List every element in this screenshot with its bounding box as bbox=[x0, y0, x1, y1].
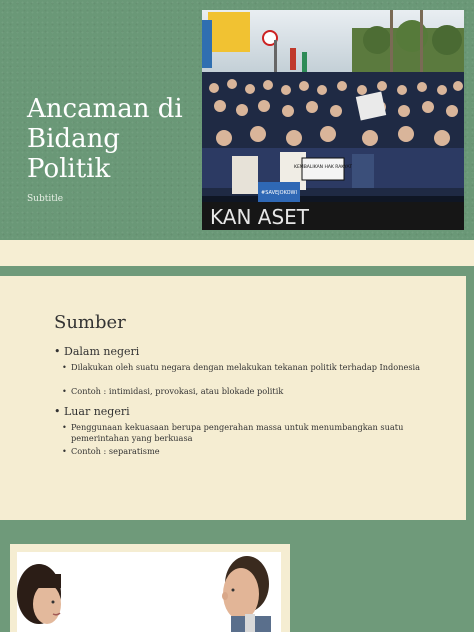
bullet-dalam-negeri bbox=[54, 345, 139, 358]
bullet-label: Dalam negeri bbox=[64, 345, 140, 358]
bullet-dot: • bbox=[62, 446, 67, 456]
protest-photo-illustration bbox=[202, 10, 464, 230]
protest-sign-text: KEMBALIKAN HAK RAKYAT bbox=[294, 165, 352, 170]
sub-bullet bbox=[62, 446, 422, 457]
slide-title: Ancaman di Bidang Politik bbox=[27, 94, 183, 184]
sub-bullet bbox=[62, 422, 422, 443]
bullet-dot: • bbox=[54, 345, 64, 358]
protest-hashtag-sign: #SAVEJOKOWI bbox=[261, 190, 297, 196]
protest-banner-text: KAN ASET bbox=[210, 205, 309, 229]
bullet-dot: • bbox=[54, 405, 64, 418]
bullet-dot: • bbox=[62, 386, 67, 396]
conversation-photo bbox=[17, 552, 281, 632]
bullet-label: Luar negeri bbox=[64, 405, 130, 418]
slide-heading: Sumber bbox=[54, 312, 126, 333]
slide-subtitle: Subtitle bbox=[27, 194, 64, 204]
sub-bullet-text: Contoh : intimidasi, provokasi, atau blokade politik bbox=[71, 386, 284, 396]
sub-bullet-text: Contoh : separatisme bbox=[71, 446, 160, 456]
sub-bullet-text: Penggunaan kekuasaan berupa pengerahan massa untuk menumbangkan suatu pemerintahan yang berkuasa bbox=[71, 422, 404, 443]
sub-bullet bbox=[62, 362, 422, 373]
slide-separator-1 bbox=[0, 240, 474, 266]
conversation-photo-illustration bbox=[17, 552, 281, 632]
sub-bullet-text: Dilakukan oleh suatu negara dengan melakukan tekanan politik terhadap Indonesia bbox=[71, 362, 421, 372]
protest-photo bbox=[202, 10, 464, 230]
bullet-dot: • bbox=[62, 422, 67, 432]
bullet-dot: • bbox=[62, 362, 67, 372]
sub-bullet bbox=[62, 386, 422, 397]
bullet-luar-negeri bbox=[54, 405, 130, 418]
